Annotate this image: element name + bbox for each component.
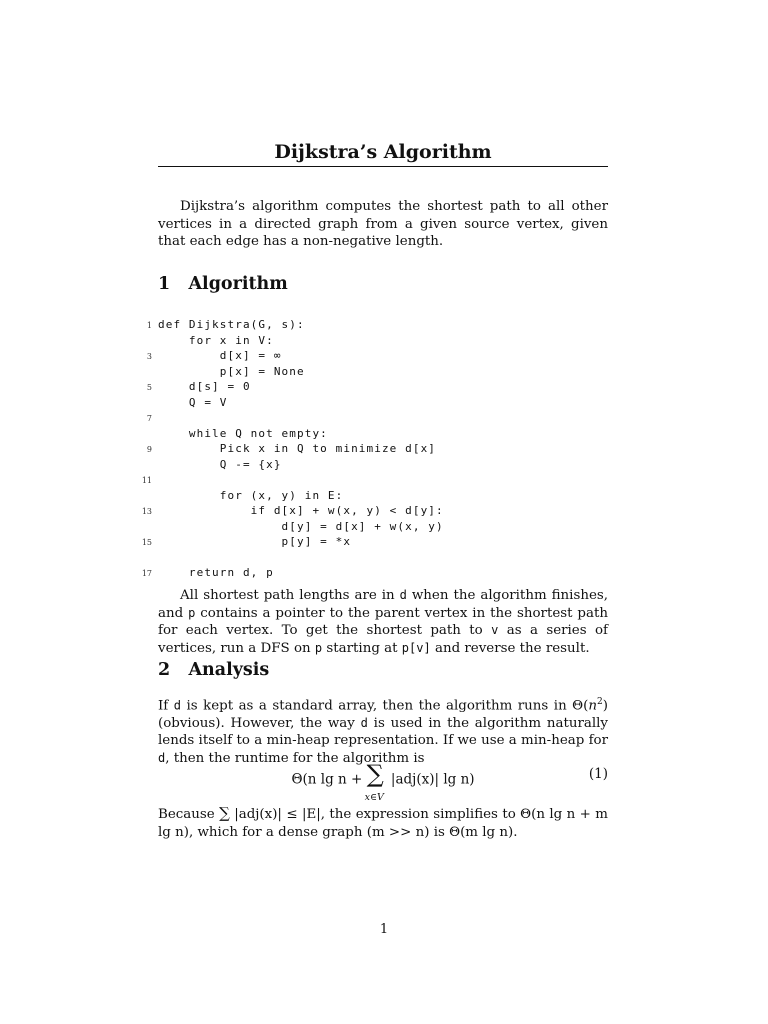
text-run: All shortest path lengths are in xyxy=(180,588,400,603)
text-run: contains a pointer to the parent vertex in the shortest path for each vertex. To get the shortest path to xyxy=(158,605,608,638)
code-line: d[y] = d[x] + w(x, y) xyxy=(158,519,444,533)
intro-paragraph: Dijkstra’s algorithm computes the shortest path to all other vertices in a directed graph from a given source vertex, given that each edge has a non-negative length. xyxy=(158,199,608,249)
text-run: ) (obvious). However, the way xyxy=(158,698,608,731)
code-line: return d, p xyxy=(158,566,274,579)
section-number: 2 xyxy=(158,660,171,680)
line-number: 13 xyxy=(141,507,152,516)
math-sup: 2 xyxy=(597,697,603,707)
section-heading-algorithm xyxy=(158,274,288,294)
text-run: Because xyxy=(158,807,220,822)
text-run: as a series of vertices, run a DFS on xyxy=(158,623,608,656)
section-title: Analysis xyxy=(188,660,270,680)
inline-code: d xyxy=(399,588,407,602)
section-title: Algorithm xyxy=(188,274,288,294)
after-code-paragraph xyxy=(158,587,608,657)
text-run: when the algorithm finishes, and xyxy=(158,588,608,621)
inline-code: p xyxy=(314,640,323,655)
equation-right: |adj(x)| lg n) xyxy=(386,771,475,788)
code-line: if d[x] + w(x, y) < d[y]: xyxy=(158,504,444,517)
code-line: for (x, y) in E: xyxy=(158,488,344,502)
line-number: 17 xyxy=(141,569,152,578)
section-number: 1 xyxy=(158,274,171,294)
inline-code: d xyxy=(158,750,166,765)
code-line: Pick x in Q to minimize d[x] xyxy=(158,442,437,455)
line-number: 11 xyxy=(141,476,152,485)
text-run: If xyxy=(158,698,174,714)
equation-number: (1) xyxy=(588,766,608,782)
line-number: 9 xyxy=(146,445,152,454)
inline-code: d xyxy=(173,698,181,713)
document-title: Dijkstra’s Algorithm xyxy=(274,141,492,163)
text-run: |adj(x)| ≤ |E|, the expression simplifies to Θ(n lg n + m lg n), which for a dense graph (m >> n) is Θ(m lg n). xyxy=(158,807,608,840)
line-number: 3 xyxy=(146,352,152,361)
equation-left: Θ(n lg n + xyxy=(291,771,367,788)
sum-subscript: x∈V xyxy=(364,792,384,803)
text-run: starting at xyxy=(322,640,402,656)
code-line: d[x] = ∞ xyxy=(158,349,282,362)
line-number: 5 xyxy=(146,383,152,392)
analysis-paragraph xyxy=(158,694,608,767)
code-line: def Dijkstra(G, s): xyxy=(158,318,305,331)
math-var: n xyxy=(588,698,598,714)
code-line: p[x] = None xyxy=(158,364,305,378)
sum-symbol: ∑ xyxy=(219,804,230,822)
section-heading-analysis xyxy=(158,660,269,680)
conclusion-paragraph xyxy=(158,805,608,841)
inline-code: p[v] xyxy=(401,640,431,655)
inline-code: v xyxy=(491,623,499,637)
summation xyxy=(364,760,387,803)
equation-body xyxy=(158,760,608,803)
sum-symbol: ∑ xyxy=(366,760,384,788)
display-equation xyxy=(158,760,608,803)
page-number: 1 xyxy=(379,922,389,937)
title-rule xyxy=(158,166,608,167)
line-number: 1 xyxy=(146,321,152,330)
code-line: d[s] = 0 xyxy=(158,380,251,393)
line-number: 7 xyxy=(146,414,152,423)
text-run: and reverse the result. xyxy=(430,640,590,656)
code-line: Q -= {x} xyxy=(158,457,282,471)
inline-code: p xyxy=(188,605,196,620)
code-line: Q = V xyxy=(158,395,228,409)
code-line: p[y] = *x xyxy=(158,535,352,548)
code-line: for x in V: xyxy=(158,333,274,347)
text-run: is used in the algorithm naturally lends itself to a min-heap representation. If we use a min-heap for xyxy=(158,715,608,749)
code-line: while Q not empty: xyxy=(158,426,328,440)
inline-code: d xyxy=(360,715,368,730)
line-number: 15 xyxy=(141,538,152,547)
text-run: is kept as a standard array, then the algorithm runs in Θ( xyxy=(180,698,589,714)
text-run: , then the runtime for the algorithm is xyxy=(165,750,425,766)
